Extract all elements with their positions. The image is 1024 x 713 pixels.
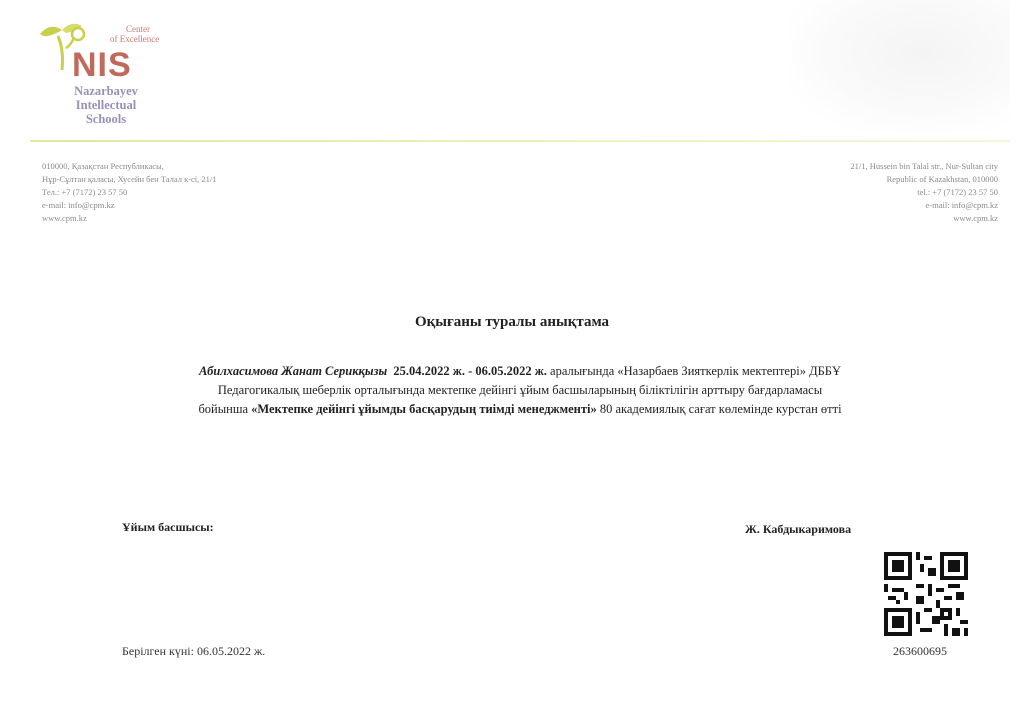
logo-center-of-excellence [102, 24, 172, 44]
address-right-line: www.cpm.kz [953, 213, 998, 223]
document-body [120, 362, 920, 419]
qr-code-icon [884, 552, 968, 636]
body-text-1: аралығында «Назарбаев Зияткерлік мектептері» ДББҰ [546, 364, 841, 378]
address-right-line: 21/1, Hussein bin Talal str., Nur-Sultan city [850, 161, 998, 171]
body-text-3b: 80 академиялық сағат көлемінде курстан өтті [596, 402, 842, 416]
address-left-line: Нұр-Сұлтан қаласы, Хусейн бен Талал к-сі, 21/1 [42, 174, 217, 184]
program-name: «Мектепке дейінгі ұйымды басқарудың тиімді менеджменті» [251, 402, 597, 416]
header-corner-decoration [790, 0, 1010, 132]
address-left [42, 160, 217, 225]
address-right-line: e-mail: info@cpm.kz [925, 200, 998, 210]
recipient-name: Абилхасимова Жанат Серикқызы [199, 364, 388, 378]
body-line-3 [120, 400, 920, 419]
document-title: Оқығаны туралы анықтама [414, 314, 610, 330]
logo-nis-text: NIS [72, 46, 132, 84]
logo-sub-line2: Intellectual [75, 98, 137, 112]
nis-logo [36, 20, 160, 128]
signatory-name: Ж. Кабдыкаримова [745, 522, 852, 536]
address-left-line: Тел.: +7 (7172) 23 57 50 [42, 187, 128, 197]
logo-center-line1: Center [126, 24, 150, 34]
logo-sub-line3: Schools [85, 112, 127, 126]
body-line-2: Педагогикалық шеберлік орталығында мектепке дейінгі ұйым басшыларының біліктілігін арттыру бағдарламасы [217, 383, 823, 397]
logo-school-name [56, 84, 156, 126]
body-line-1 [120, 362, 920, 381]
address-left-line: www.cpm.kz [42, 213, 87, 223]
issue-date: Берілген күні: 06.05.2022 ж. [122, 644, 266, 658]
address-right-line: Republic of Kazakhstan, 010000 [886, 174, 998, 184]
document-number: 263600695 [893, 644, 947, 658]
address-right-line: tel.: +7 (7172) 23 57 50 [917, 187, 998, 197]
header-divider [30, 140, 1010, 142]
address-left-line: 010000, Қазақстан Республикасы, [42, 161, 164, 171]
logo-sub-line1: Nazarbayev [74, 84, 138, 98]
course-dates: 25.04.2022 ж. - 06.05.2022 ж. [393, 364, 547, 378]
signatory-label: Ұйым басшысы: [122, 520, 214, 534]
body-text-3a: бойынша [198, 402, 252, 416]
logo-center-line2: of Excellence [110, 34, 160, 44]
address-right [850, 160, 998, 225]
address-left-line: e-mail: info@cpm.kz [42, 200, 115, 210]
